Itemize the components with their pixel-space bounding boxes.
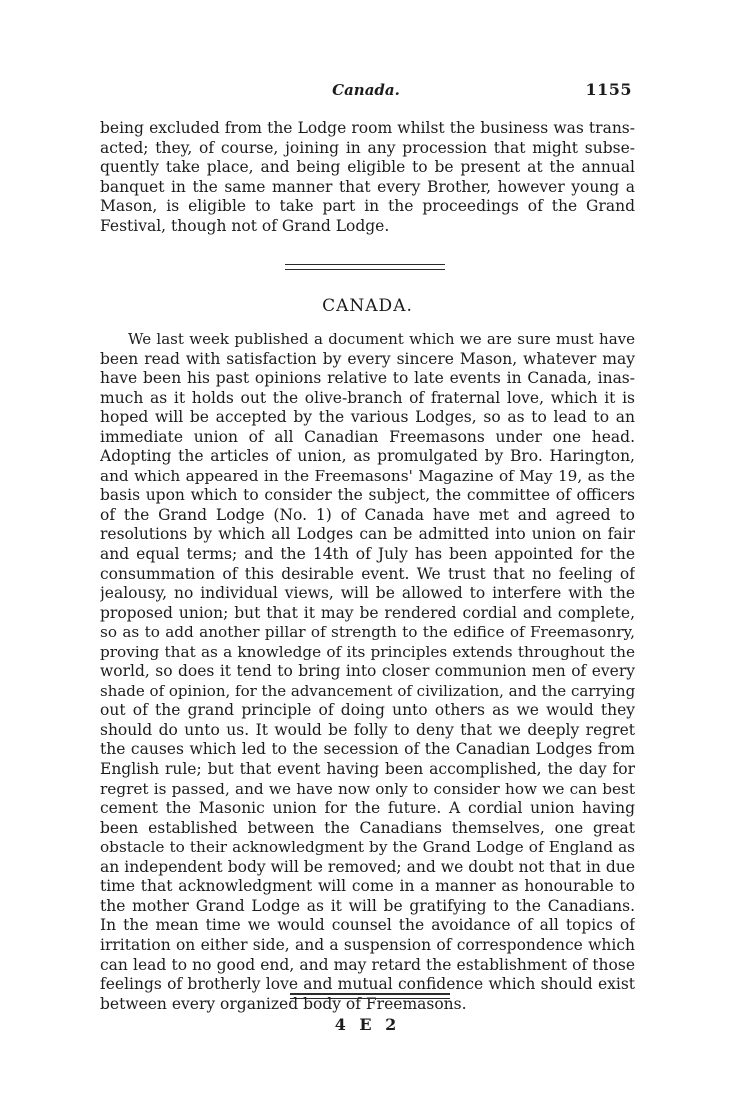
- text-line: so as to add another pillar of strength to the edifice of Freemasonry,: [100, 623, 635, 642]
- text-line: much as it holds out the olive-branch of fraternal love, which it is: [100, 388, 635, 407]
- text-line: English rule; but that event having been accomplished, the day for: [100, 760, 635, 779]
- text-line: irritation on either side, and a suspension of correspondence which: [100, 935, 635, 954]
- text-line: between every organized body of Freemasons.: [100, 994, 467, 1013]
- text-line: shade of opinion, for the advancement of civilization, and the carrying: [100, 681, 635, 700]
- text-line: Adopting the articles of union, as promulgated by Bro. Harington,: [100, 447, 635, 466]
- running-head: [100, 80, 632, 102]
- text-line: been established between the Canadians themselves, one great: [100, 818, 635, 837]
- text-line: out of the grand principle of doing unto others as we would they: [100, 701, 635, 720]
- text-line: the mother Grand Lodge as it will be gratifying to the Canadians.: [100, 896, 635, 915]
- section-divider: [285, 264, 445, 270]
- article-title: CANADA.: [322, 296, 413, 316]
- text-line: quently take place, and being eligible to be present at the annual: [100, 158, 635, 177]
- text-line: the causes which led to the secession of the Canadian Lodges from: [100, 740, 635, 759]
- text-line: Mason, is eligible to take part in the proceedings of the Grand: [100, 197, 635, 216]
- text-line: of the Grand Lodge (No. 1) of Canada have met and agreed to: [100, 505, 635, 524]
- text-line: proving that as a knowledge of its principles extends throughout the: [100, 642, 635, 661]
- text-line: should do unto us. It would be folly to deny that we deeply regret: [100, 720, 635, 739]
- article-body: [100, 330, 635, 1014]
- text-line: resolutions by which all Lodges can be admitted into union on fair: [100, 525, 635, 544]
- text-line: been read with satisfaction by every sincere Mason, whatever may: [100, 349, 635, 368]
- text-line: time that acknowledgment will come in a manner as honourable to: [100, 877, 635, 896]
- text-line: hoped will be accepted by the various Lodges, so as to lead to an: [100, 408, 635, 427]
- text-line: and equal terms; and the 14th of July has been appointed for the: [100, 545, 635, 564]
- text-line: cement the Masonic union for the future. A cordial union having: [100, 799, 635, 818]
- text-line: an independent body will be removed; and we doubt not that in due: [100, 857, 635, 876]
- text-line: We last week published a document which we are sure must have: [128, 330, 635, 348]
- text-line: and which appeared in the Freemasons' Magazine of May 19, as the: [100, 466, 635, 485]
- text-line: world, so does it tend to bring into closer communion men of every: [100, 662, 635, 681]
- text-line: In the mean time we would counsel the avoidance of all topics of: [100, 916, 635, 935]
- text-line: obstacle to their acknowledgment by the Grand Lodge of England as: [100, 838, 635, 857]
- text-line: jealousy, no individual views, will be allowed to interfere with the: [100, 584, 635, 603]
- text-line: acted; they, of course, joining in any procession that might subse-: [100, 138, 635, 157]
- closing-divider: [290, 993, 450, 999]
- text-line: basis upon which to consider the subject, the committee of officers: [100, 486, 635, 505]
- continued-paragraph: [100, 119, 635, 236]
- text-line: immediate union of all Canadian Freemasons under one head.: [100, 427, 635, 446]
- text-line: banquet in the same manner that every Brother, however young a: [100, 177, 635, 196]
- text-line: being excluded from the Lodge room whilst the business was trans-: [100, 119, 635, 137]
- running-title: Canada.: [332, 81, 400, 99]
- printer-signature-mark: 4 E 2: [334, 1015, 401, 1034]
- text-line: proposed union; but that it may be rendered cordial and complete,: [100, 603, 635, 622]
- text-line: regret is passed, and we have now only to consider how we can best: [100, 779, 635, 798]
- text-line: feelings of brotherly love and mutual confidence which should exist: [100, 975, 635, 994]
- page-number: 1155: [585, 80, 632, 99]
- text-line: consummation of this desirable event. We trust that no feeling of: [100, 564, 635, 583]
- text-line: Festival, though not of Grand Lodge.: [100, 216, 390, 235]
- text-line: can lead to no good end, and may retard the establishment of those: [100, 955, 635, 974]
- text-line: have been his past opinions relative to late events in Canada, inas-: [100, 369, 635, 388]
